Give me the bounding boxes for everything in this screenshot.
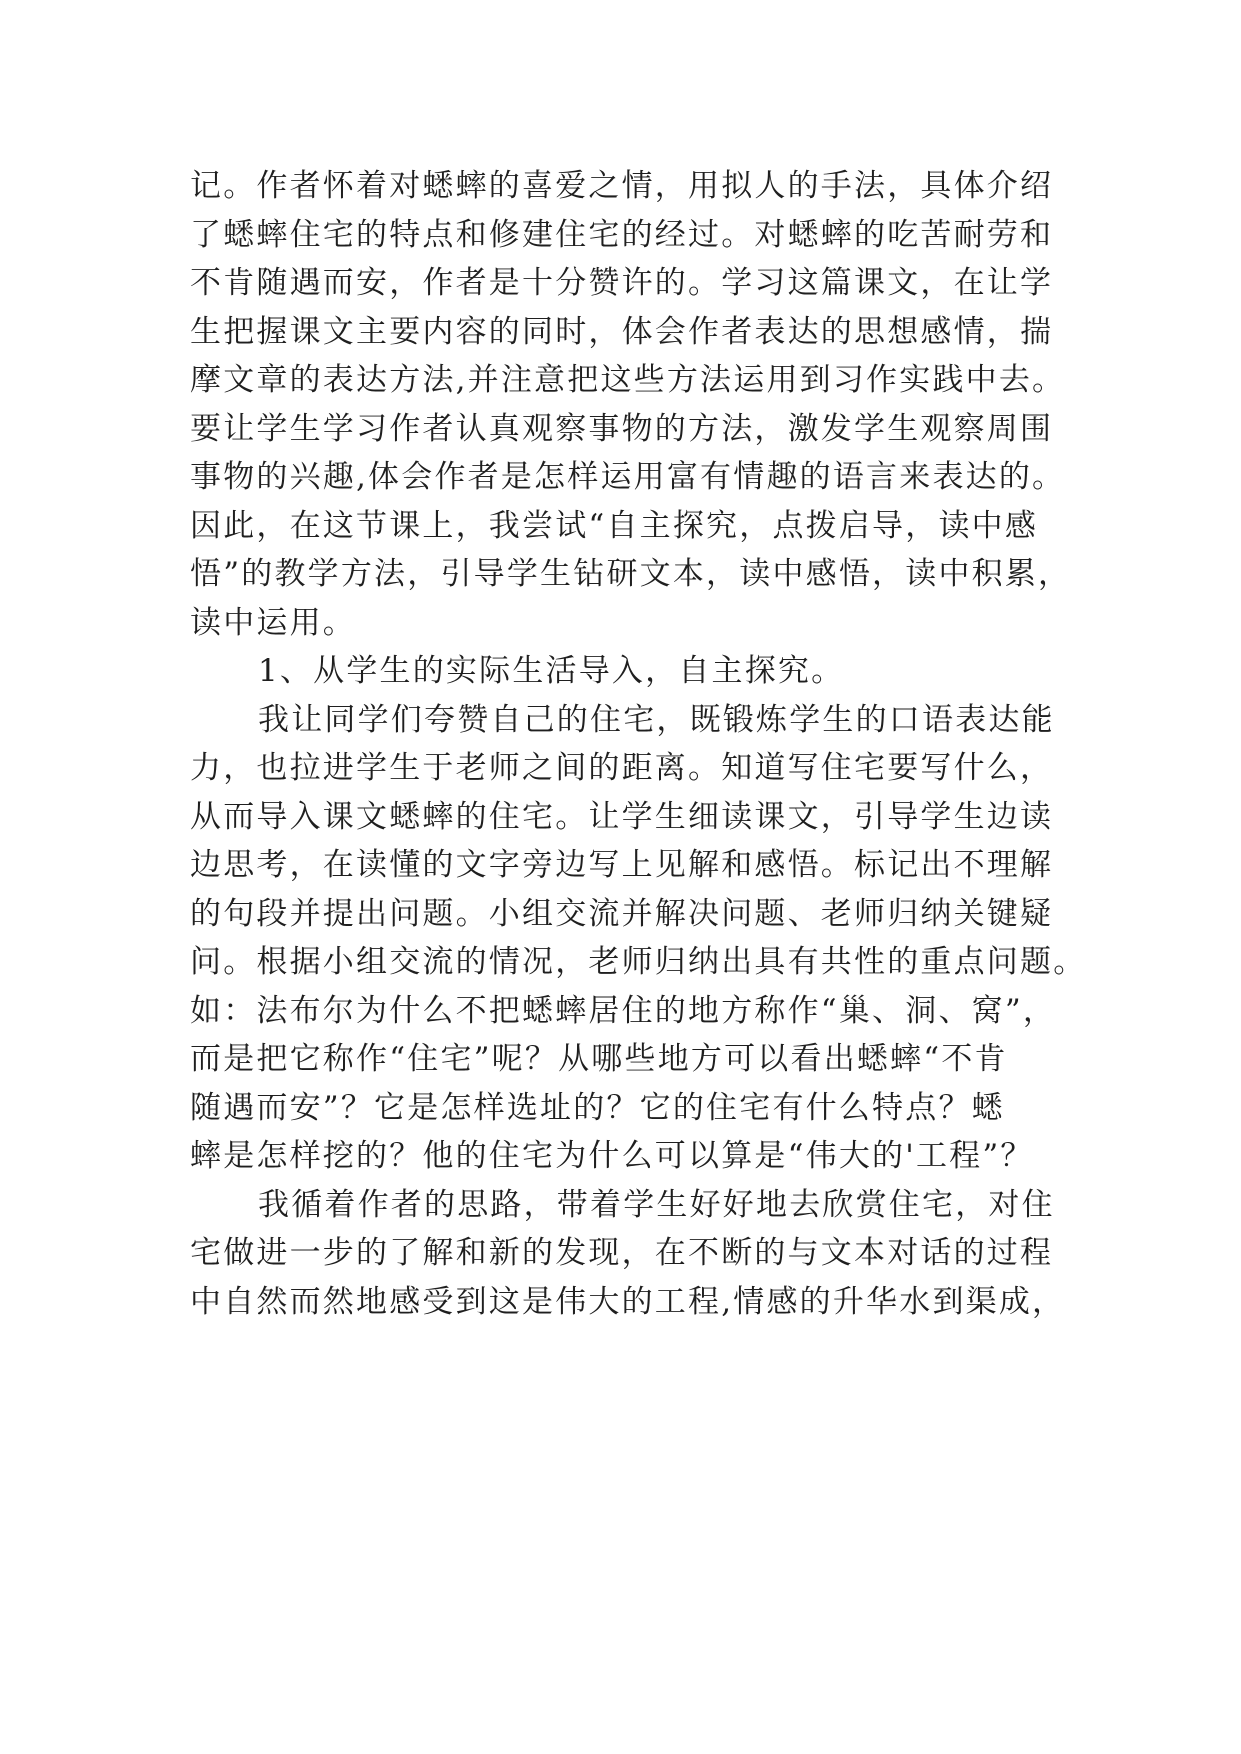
text-line: 要让学生学习作者认真观察事物的方法，激发学生观察周围 bbox=[190, 410, 1054, 447]
text-line: 因此，在这节课上，我尝试“自主探究，点拨启导，读中感 bbox=[190, 507, 1039, 544]
text-line: 如：法布尔为什么不把蟋蟀居住的地方称作“巢、洞、窝”， bbox=[190, 992, 1057, 1029]
text-line: 边思考，在读懂的文字旁边写上见解和感悟。标记出不理解 bbox=[190, 847, 1054, 883]
text-line: 从而导入课文蟋蟀的住宅。让学生细读课文，引导学生边读 bbox=[190, 798, 1054, 835]
text-line: 蟀是怎样挖的？他的住宅为什么可以算是“伟大的'工程”？ bbox=[190, 1138, 1034, 1174]
text-line: 事物的兴趣,体会作者是怎样运用富有情趣的语言来表达的。 bbox=[190, 459, 1066, 495]
text-line: 而是把它称作“住宅”呢？从哪些地方可以看出蟋蟀“不肯 bbox=[190, 1041, 1008, 1077]
text-line: 了蟋蟀住宅的特点和修建住宅的经过。对蟋蟀的吃苦耐劳和 bbox=[190, 216, 1054, 253]
text-line: 中自然而然地感受到这是伟大的工程,情感的升华水到渠成， bbox=[190, 1283, 1066, 1320]
text-line: 生把握课文主要内容的同时，体会作者表达的思想感情，揣 bbox=[190, 313, 1054, 350]
text-line: 读中运用。 bbox=[190, 604, 356, 641]
text-line: 宅做进一步的了解和新的发现，在不断的与文本对话的过程 bbox=[190, 1235, 1054, 1271]
text-line: 问。根据小组交流的情况，老师归纳出具有共性的重点问题。 bbox=[190, 944, 1087, 980]
section-heading-line: 1、从学生的实际生活导入，自主探究。 bbox=[258, 653, 845, 689]
body-text bbox=[190, 162, 1087, 1326]
text-line: 不肯随遇而安，作者是十分赞许的。学习这篇课文，在让学 bbox=[190, 265, 1054, 301]
text-line: 随遇而安”？它是怎样选址的？它的住宅有什么特点？蟋 bbox=[190, 1089, 1005, 1126]
text-line: 的句段并提出问题。小组交流并解决问题、老师归纳关键疑 bbox=[190, 895, 1054, 932]
paragraph-start-line: 我让同学们夸赞自己的住宅，既锻炼学生的口语表达能 bbox=[258, 701, 1055, 738]
paragraph-start-line: 我循着作者的思路，带着学生好好地去欣赏住宅，对住 bbox=[258, 1186, 1055, 1223]
text-line: 力，也拉进学生于老师之间的距离。知道写住宅要写什么， bbox=[190, 750, 1054, 786]
text-line: 摩文章的表达方法,并注意把这些方法运用到习作实践中去。 bbox=[190, 362, 1066, 398]
text-line: 记。作者怀着对蟋蟀的喜爱之情，用拟人的手法，具体介绍 bbox=[190, 168, 1054, 204]
text-line: 悟”的教学方法，引导学生钻研文本，读中感悟，读中积累， bbox=[190, 556, 1072, 592]
